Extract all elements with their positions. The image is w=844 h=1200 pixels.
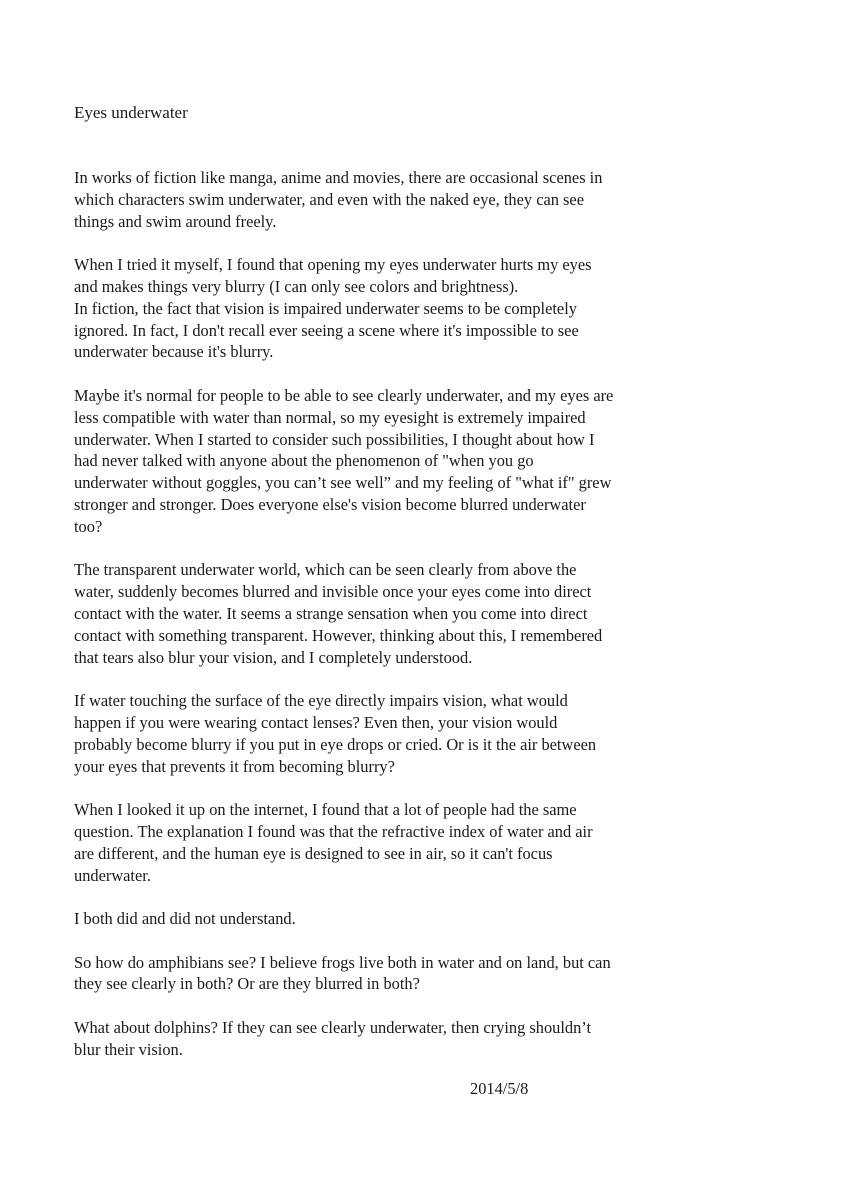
text-line: underwater. bbox=[74, 865, 151, 885]
text-line: So how do amphibians see? I believe frogs live both in water and on land, but can bbox=[74, 952, 611, 972]
text-line: underwater. When I started to consider such possibilities, I thought about how I bbox=[74, 429, 595, 449]
text-line: question. The explanation I found was that the refractive index of water and air bbox=[74, 821, 593, 841]
paragraph-3 bbox=[74, 385, 674, 538]
text-line: your eyes that prevents it from becoming blurry? bbox=[74, 756, 395, 776]
paragraph-1 bbox=[74, 167, 674, 232]
text-line: The transparent underwater world, which can be seen clearly from above the bbox=[74, 560, 577, 580]
paragraph-8 bbox=[74, 952, 674, 996]
document-date: 2014/5/8 bbox=[470, 1079, 529, 1098]
text-line: Maybe it's normal for people to be able to see clearly underwater, and my eyes are bbox=[74, 385, 614, 405]
text-line: blur their vision. bbox=[74, 1039, 183, 1059]
text-line: probably become blurry if you put in eye drops or cried. Or is it the air between bbox=[74, 734, 597, 754]
text-line: When I tried it myself, I found that opening my eyes underwater hurts my eyes bbox=[74, 255, 592, 275]
paragraph-2 bbox=[74, 254, 674, 363]
text-line: are different, and the human eye is designed to see in air, so it can't focus bbox=[74, 843, 553, 863]
text-line: they see clearly in both? Or are they blurred in both? bbox=[74, 974, 420, 994]
text-line: When I looked it up on the internet, I found that a lot of people had the same bbox=[74, 800, 577, 820]
paragraph-4 bbox=[74, 559, 674, 668]
text-line: which characters swim underwater, and even with the naked eye, they can see bbox=[74, 189, 584, 209]
text-line: What about dolphins? If they can see clearly underwater, then crying shouldn’t bbox=[74, 1018, 591, 1038]
text-line: happen if you were wearing contact lenses? Even then, your vision would bbox=[74, 712, 558, 732]
text-line: In works of fiction like manga, anime and movies, there are occasional scenes in bbox=[74, 168, 603, 187]
text-line: things and swim around freely. bbox=[74, 211, 277, 231]
document-body bbox=[74, 167, 674, 1061]
text-line: water, suddenly becomes blurred and invisible once your eyes come into direct bbox=[74, 582, 592, 602]
text-line: that tears also blur your vision, and I completely understood. bbox=[74, 647, 473, 667]
text-line: underwater without goggles, you can’t see well” and my feeling of "what if" grew bbox=[74, 473, 612, 493]
text-line: had never talked with anyone about the phenomenon of "when you go bbox=[74, 451, 534, 471]
text-line: If water touching the surface of the eye directly impairs vision, what would bbox=[74, 691, 568, 711]
text-line: less compatible with water than normal, so my eyesight is extremely impaired bbox=[74, 407, 586, 427]
text-line: ignored. In fact, I don't recall ever seeing a scene where it's impossible to see bbox=[74, 320, 579, 340]
text-line: underwater because it's blurry. bbox=[74, 342, 274, 362]
text-line: contact with something transparent. However, thinking about this, I remembered bbox=[74, 625, 603, 645]
paragraph-6 bbox=[74, 799, 674, 886]
text-line: and makes things very blurry (I can only see colors and brightness). bbox=[74, 276, 519, 296]
paragraph-5 bbox=[74, 690, 674, 777]
paragraph-9 bbox=[74, 1017, 674, 1061]
text-line: too? bbox=[74, 516, 103, 536]
text-line: I both did and did not understand. bbox=[74, 909, 296, 929]
paragraph-7 bbox=[74, 908, 674, 930]
text-line: In fiction, the fact that vision is impaired underwater seems to be completely bbox=[74, 298, 577, 318]
text-line: stronger and stronger. Does everyone else's vision become blurred underwater bbox=[74, 494, 586, 514]
document-title: Eyes underwater bbox=[74, 103, 188, 122]
text-line: contact with the water. It seems a strange sensation when you come into direct bbox=[74, 603, 588, 623]
